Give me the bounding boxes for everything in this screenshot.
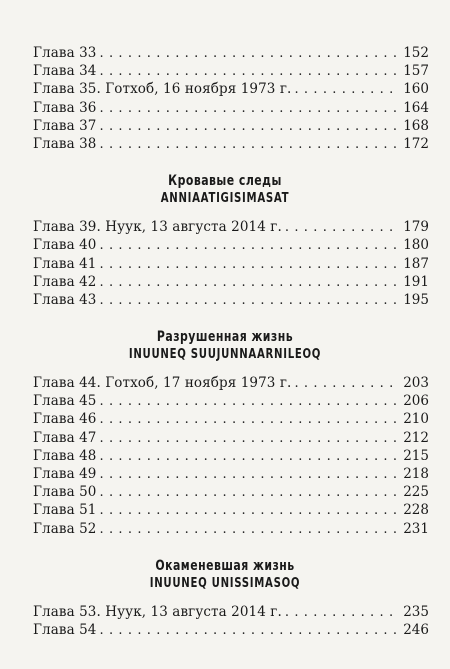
toc-entry[interactable] [33,621,429,639]
toc-entry-page: 164 [403,99,429,116]
toc-entry[interactable] [33,465,429,483]
dot-leader [99,484,399,502]
toc-entry-title: Глава 40 [33,237,97,254]
toc-entry[interactable] [33,135,429,153]
dot-leader [99,274,399,292]
toc-entry-page: 180 [403,237,429,254]
toc-entry-page: 195 [403,291,429,308]
toc-entry-page: 212 [403,429,429,446]
toc-entry-title: Глава 44. Готхоб, 17 ноября 1973 г. [33,375,292,392]
dot-leader [99,411,399,429]
toc-section-3 [33,603,429,639]
dot-leader [99,100,399,118]
dot-leader [99,393,399,411]
toc-entry[interactable] [33,603,429,621]
toc-entry-title: Глава 54 [33,621,97,638]
toc-entry-page: 215 [403,447,429,464]
toc-entry-title: Глава 41 [33,255,97,272]
toc-section-0 [33,44,429,153]
section-title-greenlandic: ANNIAATIGISIMASAT [160,191,290,207]
toc-entry[interactable] [33,99,429,117]
toc-entry-page: 152 [403,45,429,61]
toc-entry-title: Глава 53. Нуук, 13 августа 2014 г. [33,603,282,620]
toc-entry[interactable] [33,255,429,273]
toc-entry-title: Глава 37 [33,117,97,134]
dot-leader [294,375,399,393]
section-title-russian: Разрушенная жизнь [156,329,294,346]
dot-leader [99,118,399,136]
dot-leader [99,237,399,255]
toc-entry-title: Глава 39. Нуук, 13 августа 2014 г. [33,219,282,236]
dot-leader [99,256,399,274]
table-of-contents [33,44,429,639]
toc-entry[interactable] [33,44,429,62]
toc-section-2 [33,374,429,538]
toc-entry-title: Глава 42 [33,273,97,290]
toc-entry[interactable] [33,236,429,254]
dot-leader [99,430,399,448]
toc-entry[interactable] [33,447,429,465]
dot-leader [285,604,399,622]
dot-leader [99,521,399,539]
section-title-russian: Окаменевшая жизнь [155,557,295,574]
toc-entry-title: Глава 49 [33,466,97,482]
dot-leader [99,292,399,310]
toc-entry[interactable] [33,429,429,447]
toc-entry-page: 172 [403,135,429,152]
toc-entry-page: 179 [403,219,429,236]
toc-entry-title: Глава 52 [33,520,97,537]
toc-entry-title: Глава 46 [33,411,97,428]
toc-entry-page: 160 [403,81,429,98]
toc-entry[interactable] [33,273,429,291]
toc-entry-title: Глава 47 [33,429,97,446]
section-heading [66,329,384,363]
toc-entry[interactable] [33,374,429,392]
toc-entry-page: 157 [403,63,429,80]
dot-leader [99,466,399,484]
section-title-greenlandic: INUUNEQ UNISSIMASOQ [149,575,301,591]
dot-leader [99,63,399,81]
toc-entry[interactable] [33,291,429,309]
toc-entry[interactable] [33,501,429,519]
toc-entry-page: 246 [403,621,429,638]
toc-entry-page: 191 [403,273,429,290]
toc-entry-title: Глава 36 [33,99,97,116]
toc-entry-page: 168 [403,117,429,134]
toc-entry-title: Глава 33 [33,45,97,61]
toc-entry-page: 231 [403,520,429,537]
section-title-russian: Кровавые следы [168,173,282,190]
toc-entry-title: Глава 35. Готхоб, 16 ноября 1973 г. [33,81,292,98]
toc-entry-page: 187 [403,255,429,272]
toc-entry[interactable] [33,410,429,428]
toc-entry[interactable] [33,218,429,236]
section-heading [66,173,384,207]
toc-entry[interactable] [33,392,429,410]
toc-entry-title: Глава 45 [33,393,97,410]
toc-entry-page: 225 [403,484,429,501]
toc-section-1 [33,218,429,309]
dot-leader [99,448,399,466]
toc-entry-title: Глава 34 [33,63,97,80]
toc-entry-title: Глава 38 [33,135,97,152]
dot-leader [294,81,399,99]
toc-entry[interactable] [33,483,429,501]
dot-leader [285,219,399,237]
toc-entry-page: 210 [403,411,429,428]
toc-entry-title: Глава 48 [33,447,97,464]
toc-entry[interactable] [33,80,429,98]
dot-leader [99,45,399,63]
toc-entry-page: 218 [403,466,429,482]
dot-leader [99,502,399,520]
section-heading [66,558,384,592]
toc-entry-title: Глава 43 [33,291,97,308]
toc-entry-page: 203 [403,375,429,392]
toc-entry-page: 228 [403,502,429,519]
toc-entry-title: Глава 50 [33,484,97,501]
dot-leader [99,136,399,154]
toc-entry[interactable] [33,62,429,80]
dot-leader [99,622,399,640]
toc-entry[interactable] [33,117,429,135]
section-title-greenlandic: INUUNEQ SUUJUNNAARNILEOQ [128,347,322,363]
toc-entry-page: 235 [403,603,429,620]
toc-entry[interactable] [33,520,429,538]
toc-entry-page: 206 [403,393,429,410]
toc-entry-title: Глава 51 [33,502,97,519]
